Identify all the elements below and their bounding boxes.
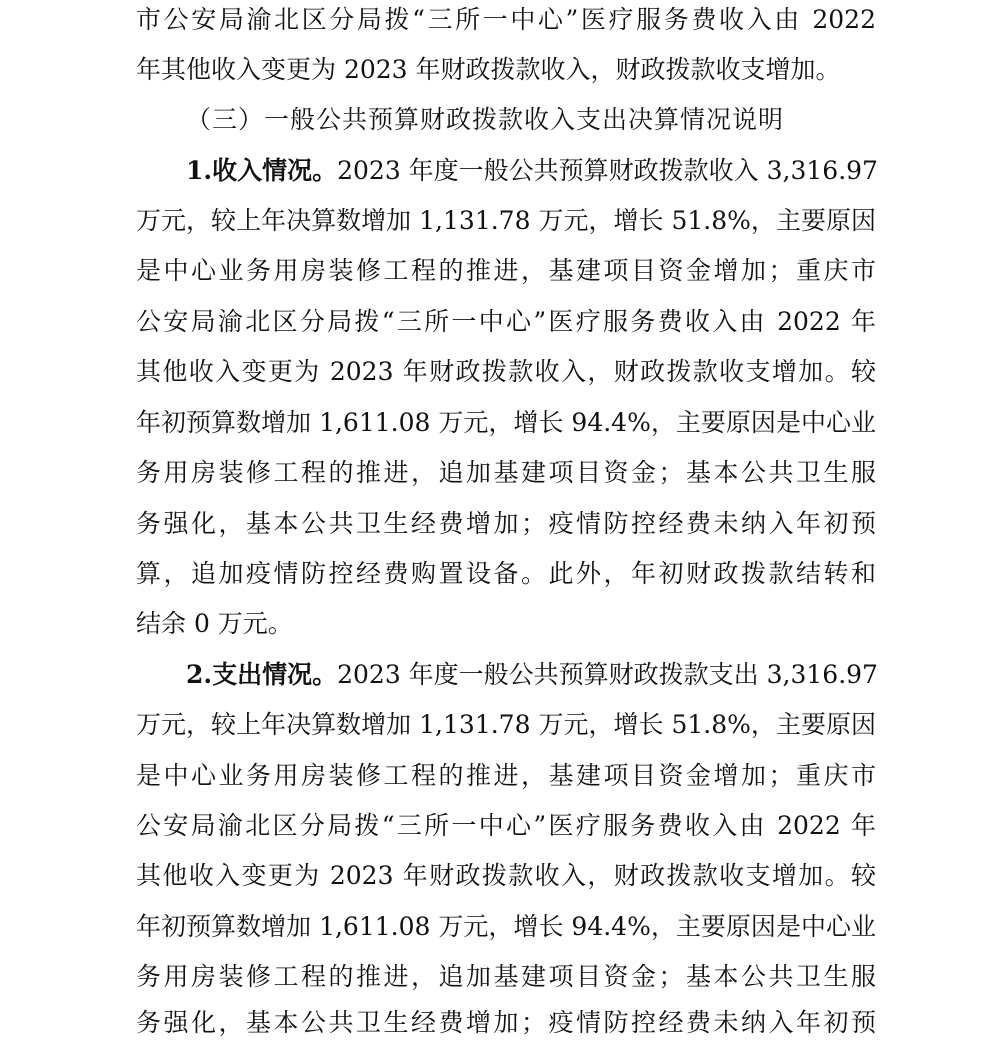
income-line-7: 务强化，基本公共卫生经费增加；疫情防控经费未纳入年初预 (136, 509, 876, 538)
income-line-1: 万元，较上年决算数增加 1,131.78 万元，增长 51.8%，主要原因 (136, 206, 876, 235)
section-heading: （三）一般公共预算财政拨款收入支出决算情况说明 (186, 105, 785, 134)
income-first-line-text: 2023 年度一般公共预算财政拨款收入 3,316.97 (337, 156, 878, 185)
expense-line-7: 务强化，基本公共卫生经费增加；疫情防控经费未纳入年初预 (136, 1008, 876, 1037)
expense-line-2: 是中心业务用房装修工程的推进，基建项目资金增加；重庆市 (136, 761, 876, 790)
expense-line-3: 公安局渝北区分局拨“三所一中心”医疗服务费收入由 2022 年 (136, 811, 876, 840)
expense-first-line (186, 655, 876, 695)
income-line-3: 公安局渝北区分局拨“三所一中心”医疗服务费收入由 2022 年 (136, 307, 876, 336)
income-line-4: 其他收入变更为 2023 年财政拨款收入，财政拨款收支增加。较 (136, 357, 876, 386)
income-line-9: 结余 0 万元。 (136, 609, 293, 638)
intro-line-1: 市公安局渝北区分局拨“三所一中心”医疗服务费收入由 2022 (136, 5, 876, 34)
income-line-8: 算，追加疫情防控经费购置设备。此外，年初财政拨款结转和 (136, 559, 876, 588)
income-line-5: 年初预算数增加 1,611.08 万元，增长 94.4%，主要原因是中心业 (136, 408, 876, 437)
income-first-line (186, 151, 876, 191)
expense-line-1: 万元，较上年决算数增加 1,131.78 万元，增长 51.8%，主要原因 (136, 710, 876, 739)
expense-line-5: 年初预算数增加 1,611.08 万元，增长 94.4%，主要原因是中心业 (136, 912, 876, 941)
expense-line-4: 其他收入变更为 2023 年财政拨款收入，财政拨款收支增加。较 (136, 861, 876, 890)
intro-line-2: 年其他收入变更为 2023 年财政拨款收入，财政拨款收支增加。 (136, 55, 841, 84)
income-line-6: 务用房装修工程的推进，追加基建项目资金；基本公共卫生服 (136, 458, 876, 487)
expense-line-6: 务用房装修工程的推进，追加基建项目资金；基本公共卫生服 (136, 962, 876, 991)
income-title: 1.收入情况。 (186, 156, 338, 185)
expense-first-line-text: 2023 年度一般公共预算财政拨款支出 3,316.97 (337, 660, 878, 689)
expense-title: 2.支出情况。 (186, 660, 338, 689)
income-line-2: 是中心业务用房装修工程的推进，基建项目资金增加；重庆市 (136, 256, 876, 285)
